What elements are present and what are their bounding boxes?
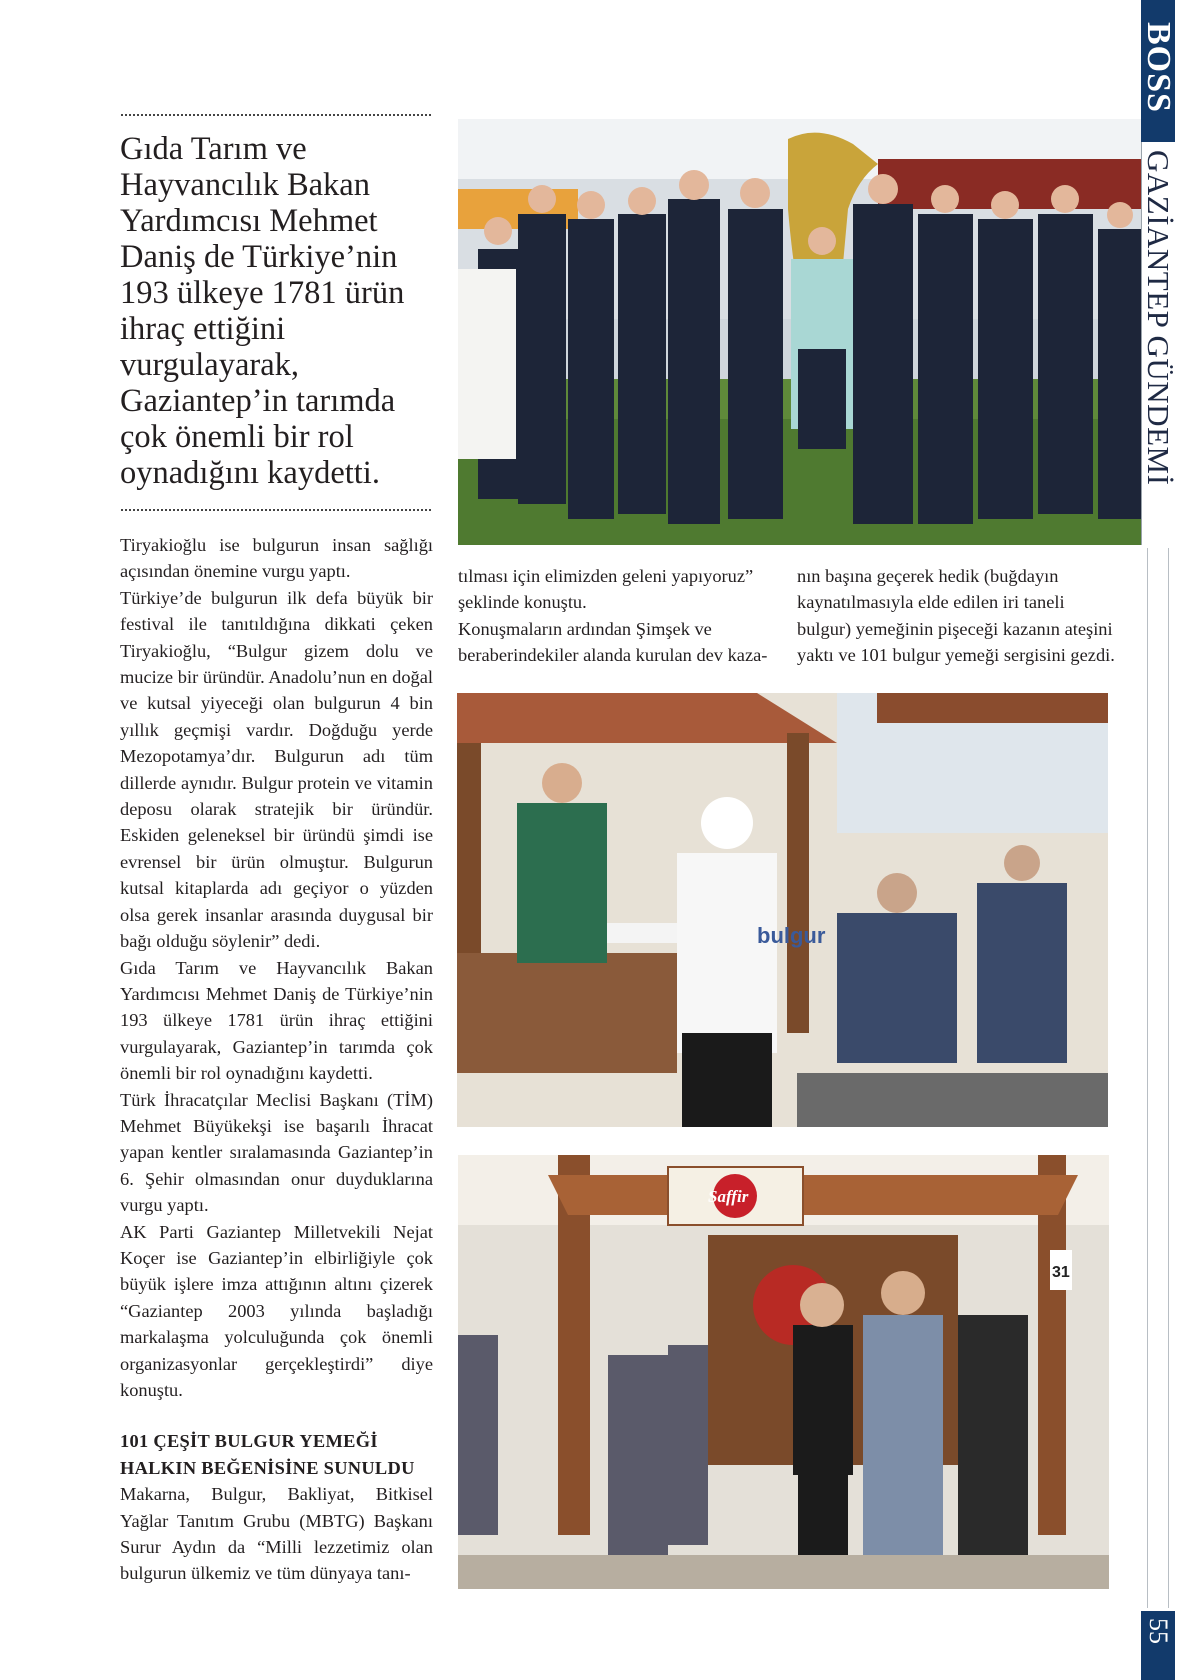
- paragraph: Makarna, Bulgur, Bakliyat, Bitkisel Yağlar Tanıtım Grubu (MBTG) Başkanı Surur Aydın da “Milli lezzetimiz olan bulgurun ülkemiz ve tüm dünyaya tanı-: [120, 1484, 433, 1584]
- paragraph: Türkiye’de bulgurun ilk defa büyük bir festival ile tanıtıldığına dikkati çeken Tiryakioğlu, “Bulgur gizem dolu ve mucize bir üründür. Anadolu’nun en doğal ve kutsal yiyeceği olan bulgurun 4 bin yıllık geçmişi vardır. Doğduğu yerde Mezopotamya’dır. Bulgurun adı tüm dillerde aynıdır. Bulgur protein ve vitamin deposu olarak stratejik bir üründür. Eskiden geleneksel bir üründü şimdi ise evrensel bir ürün olmuştur. Bulgurun kutsal kitaplarda adı geçiyor o yüzden olsa gerek insanlar arasında duygusal bir bağı olduğu söylenir” dedi.: [120, 587, 433, 952]
- group-photo-icon: [458, 119, 1141, 545]
- saffir-sign-text: Saffir: [708, 1187, 749, 1206]
- paragraph: Tiryakioğlu ise bulgurun insan sağlığı açısından önemine vurgu yaptı.: [120, 535, 433, 582]
- stand-number: 31: [1052, 1264, 1070, 1281]
- bulgur-stand-icon: [457, 693, 1108, 1127]
- saffir-stand-icon: [458, 1155, 1109, 1589]
- paragraph: nın başına geçerek hedik (buğdayın kaynatılmasıyla elde edilen iri taneli bulgur) yemeğinin pişeceği kazanın ateşini yaktı ve 101 bulgur yemeği sergisini gezdi.: [797, 566, 1115, 666]
- stand-sign: bulgur: [757, 923, 826, 948]
- paragraph: tılması için elimizden geleni yapıyoruz” şeklinde konuştu.: [458, 566, 754, 613]
- sidebar-line: [1147, 548, 1148, 1608]
- right-text-column: [797, 563, 1115, 669]
- group-photo: [458, 119, 1141, 545]
- paragraph: Türk İhracatçılar Meclisi Başkanı (TİM) Mehmet Büyükekşi ise başarılı İhracat yapan kentler sıralamasında Gaziantep’in 6. Şehir olmasından onur duyduklarına vurgu yaptı.: [120, 1089, 433, 1216]
- paragraph: Konuşmaların ardından Şimşek ve beraberindekiler alanda kurulan dev kaza-: [458, 618, 768, 666]
- middle-text-column: [458, 563, 773, 669]
- pull-quote-top-rule: [121, 114, 431, 116]
- section-label: GAZİANTEP GÜNDEMİ: [1141, 150, 1176, 486]
- pull-quote-bottom-rule: [121, 509, 431, 511]
- pull-quote: Gıda Tarım ve Hayvancılık Bakan Yardımcısı Mehmet Daniş de Türkiye’nin 193 ülkeye 1781 ürün ihraç ettiğini vurgulayarak, Gaziantep’in tarımda çok önemli bir rol oynadığını kaydetti.: [120, 131, 405, 491]
- page-number: 55: [1144, 1618, 1173, 1644]
- paragraph: AK Parti Gaziantep Milletvekili Nejat Koçer ise Gaziantep’in elbirliğiyle çok büyük işlere imza attığının altını çizerek “Gaziantep 2003 yılında başladığı markalaşma yolculuğunda çok önemli organizasyonlar gerçekleştirdi” diye konuştu.: [120, 1221, 433, 1400]
- brand-label: BOSS: [1140, 22, 1177, 113]
- saffir-stand-photo: [458, 1155, 1109, 1589]
- sidebar-line: [1168, 548, 1169, 1608]
- left-text-column: [120, 532, 433, 1587]
- bulgur-stand-photo: [457, 693, 1108, 1127]
- subheading: 101 ÇEŞİT BULGUR YEMEĞİ HALKIN BEĞENİSİNE SUNULDU: [120, 1431, 415, 1478]
- paragraph: Gıda Tarım ve Hayvancılık Bakan Yardımcısı Mehmet Daniş de Türkiye’nin 193 ülkeye 1781 ürün ihraç ettiğini vurgulayarak, Gaziantep’in tarımda çok önemli bir rol oynadığını kaydetti.: [120, 957, 433, 1084]
